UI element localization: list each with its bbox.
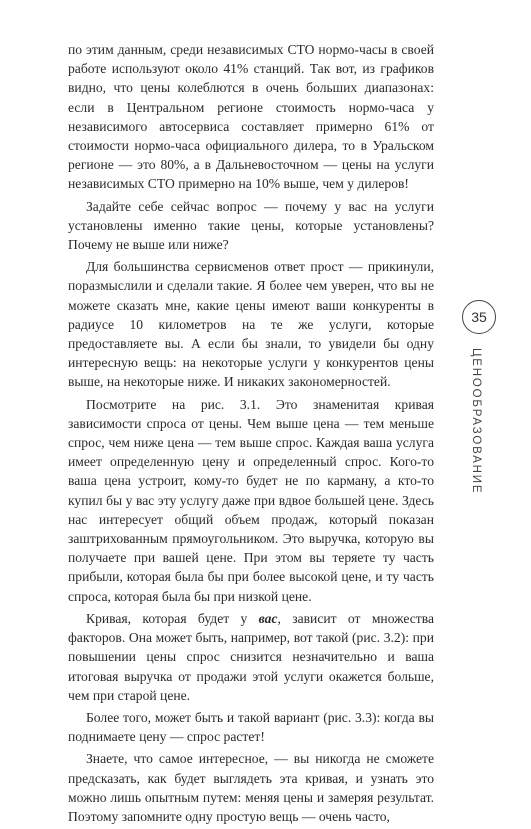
emphasized-word: вас bbox=[258, 610, 278, 626]
paragraph bbox=[68, 609, 434, 705]
paragraph-rest: , зависит от множества факторов. Она может быть, например, вот такой (рис. 3.2): при повышении цены спрос снизится незначительно и ваша итоговая выручка от продажи этой услуги окажется больше, чем при старой цене. bbox=[68, 610, 435, 703]
running-head: ЦЕНООБРАЗОВАНИЕ bbox=[470, 348, 482, 495]
paragraph: по этим данным, среди независимых СТО нормо-часы в своей работе используют около 41% станций. Так вот, из графиков видно, что цены колеблются в очень больших диапазонах: если в Центральном регионе стоимость нормо-часа у независимого автосервиса составляет примерно 61% от стоимости нормо-часа официального дилера, то в Уральском регионе — это 80%, а в Дальневосточном — цены на услуги независимых СТО примерно на 10% выше, чем у дилеров! bbox=[68, 42, 434, 192]
paragraph: Знаете, что самое интересное, — вы никогда не сможете предсказать, как будет выглядеть эта кривая, и узнать это можно лишь опытным путем: меняя цены и замеряя результат. Поэтому запомните одну простую вещь — очень часто, bbox=[68, 751, 434, 824]
paragraph-lead: Кривая, которая будет у bbox=[86, 610, 259, 626]
paragraph: Посмотрите на рис. 3.1. Это знаменитая кривая зависимости спроса от цены. Чем выше цена — тем меньше спрос, чем ниже цена — тем выше спрос. Каждая ваша услуга имеет определенную цену и определенный спрос. Кого-то ваша цена устроит, кому-то будет не по карману, а кто-то купил бы у вас эту услугу даже при вдвое большей цене. Здесь нас интересует общий объем продаж, который показан заштрихованным прямоугольником. Это выручка, которую вы получаете при вашей цене. При этом вы теряете ту часть прибыли, которая была бы при более высокой цене, и ту часть спроса, которая была бы при низкой цене. bbox=[68, 396, 434, 604]
paragraph: Более того, может быть и такой вариант (рис. 3.3): когда вы поднимаете цену — спрос растет! bbox=[68, 709, 434, 745]
paragraph: Задайте себе сейчас вопрос — почему у вас на услуги установлены именно такие цены, которые установлены? Почему не выше или ниже? bbox=[68, 198, 434, 253]
paragraph: Для большинства сервисменов ответ прост — прикинули, поразмыслили и сделали такие. Я более чем уверен, что вы не можете сказать мне, какие цены имеют ваши конкуренты в радиусе 10 километров на те же услуги, которые предоставляете вы. А если бы знали, то увидели бы одну интересную вещь: на некоторые услуги у конкурентов цены выше, на некоторые ниже. И никаких закономерностей. bbox=[68, 259, 434, 390]
page-number: 35 bbox=[462, 300, 496, 334]
body-text bbox=[68, 40, 434, 829]
